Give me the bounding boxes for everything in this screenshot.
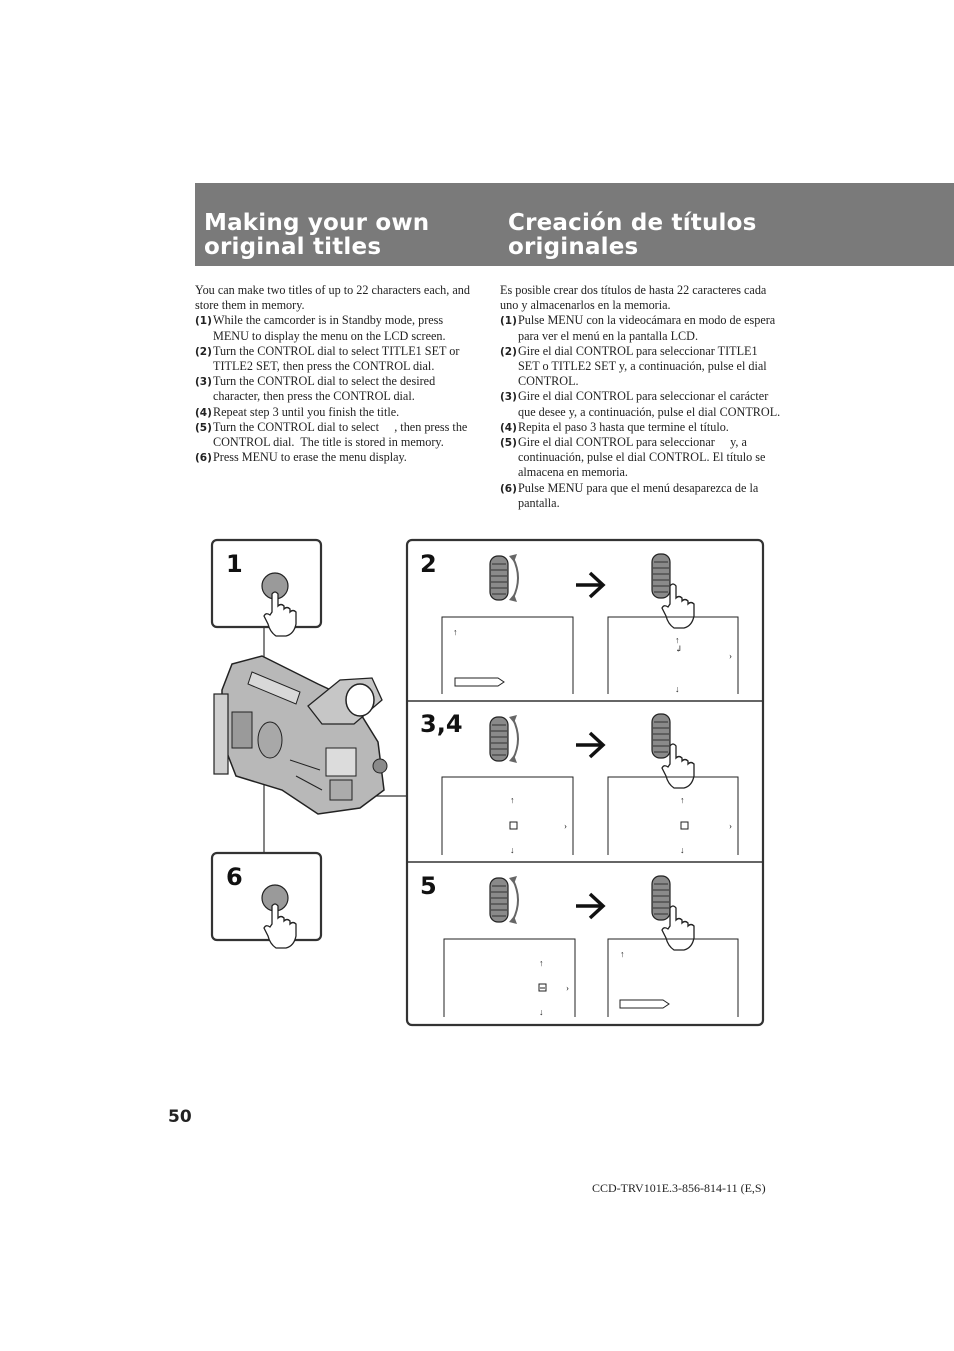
svg-text:↲: ↲ (675, 644, 683, 654)
control-dial-icon (652, 714, 670, 758)
english-step: (3) Turn the CONTROL dial to select the desired character, then press the CONTROL dial. (195, 374, 436, 404)
svg-text:↑: ↑ (510, 795, 515, 805)
step6-label: 6 (226, 863, 243, 891)
spanish-step: (2) Gire el dial CONTROL para seleccionar TITLE1 SET o TITLE2 SET y, a continuación, pulse el dial CONTROL. (500, 343, 767, 389)
camcorder-illustration (214, 656, 387, 814)
step34-label: 3,4 (420, 710, 463, 738)
title-english: Making your own original titles (204, 210, 430, 260)
svg-text:↑: ↑ (620, 949, 625, 959)
spanish-step: (1) Pulse MENU con la videocámara en modo de espera para ver el menú en la pantalla LCD. (500, 313, 776, 343)
english-step: (5) Turn the CONTROL dial to select , then press the CONTROL dial. The title is stored in memory. (195, 419, 471, 450)
steps-2-to-5-panel (407, 540, 763, 1025)
svg-text:↑: ↑ (539, 958, 544, 968)
step1-label: 1 (226, 550, 243, 578)
english-step: (6) Press MENU to erase the menu display. (195, 450, 407, 465)
svg-text:↓: ↓ (680, 845, 685, 855)
control-dial-icon (490, 717, 508, 761)
english-step: (1) While the camcorder is in Standby mode, press MENU to display the menu on the LCD screen. (195, 313, 446, 343)
svg-text:›: › (729, 821, 732, 831)
step2-label: 2 (420, 550, 437, 578)
svg-text:↑: ↑ (453, 627, 458, 637)
svg-text:›: › (729, 651, 732, 661)
document-code: CCD-TRV101E.3-856-814-11 (E,S) (592, 1181, 766, 1195)
spanish-step: (3) Gire el dial CONTROL para seleccionar el carácter que desee y, a continuación, pulse el dial CONTROL. (500, 389, 781, 419)
control-dial-icon (652, 876, 670, 920)
control-dial-icon (652, 554, 670, 598)
svg-text:›: › (566, 983, 569, 993)
spanish-step: (4) Repita el paso 3 hasta que termine el título. (500, 419, 729, 434)
svg-text:›: › (564, 821, 567, 831)
spanish-intro: Es posible crear dos títulos de hasta 22 caracteres cada uno y almacenarlos en la memoria. (500, 283, 767, 313)
spanish-step: (6) Pulse MENU para que el menú desaparezca de la pantalla. (500, 480, 759, 510)
step5-label: 5 (420, 872, 437, 900)
svg-text:↓: ↓ (510, 845, 515, 855)
title-spanish: Creación de títulos originales (508, 210, 757, 260)
english-step: (4) Repeat step 3 until you finish the title. (195, 404, 400, 419)
control-dial-icon (490, 556, 508, 600)
spanish-step: (5) Gire el dial CONTROL para seleccionar y, a continuación, pulse el dial CONTROL. El título se almacena en memoria. (500, 435, 769, 480)
english-step: (2) Turn the CONTROL dial to select TITLE1 SET or TITLE2 SET, then press the CONTROL dial. (195, 343, 460, 374)
page-number: 50 (168, 1107, 192, 1127)
english-intro: You can make two titles of up to 22 characters each, and store them in memory. (195, 283, 470, 313)
svg-text:↑: ↑ (675, 635, 680, 645)
svg-text:↓: ↓ (675, 684, 680, 694)
svg-text:↓: ↓ (539, 1007, 544, 1017)
svg-text:↑: ↑ (680, 795, 685, 805)
control-dial-icon (490, 878, 508, 922)
